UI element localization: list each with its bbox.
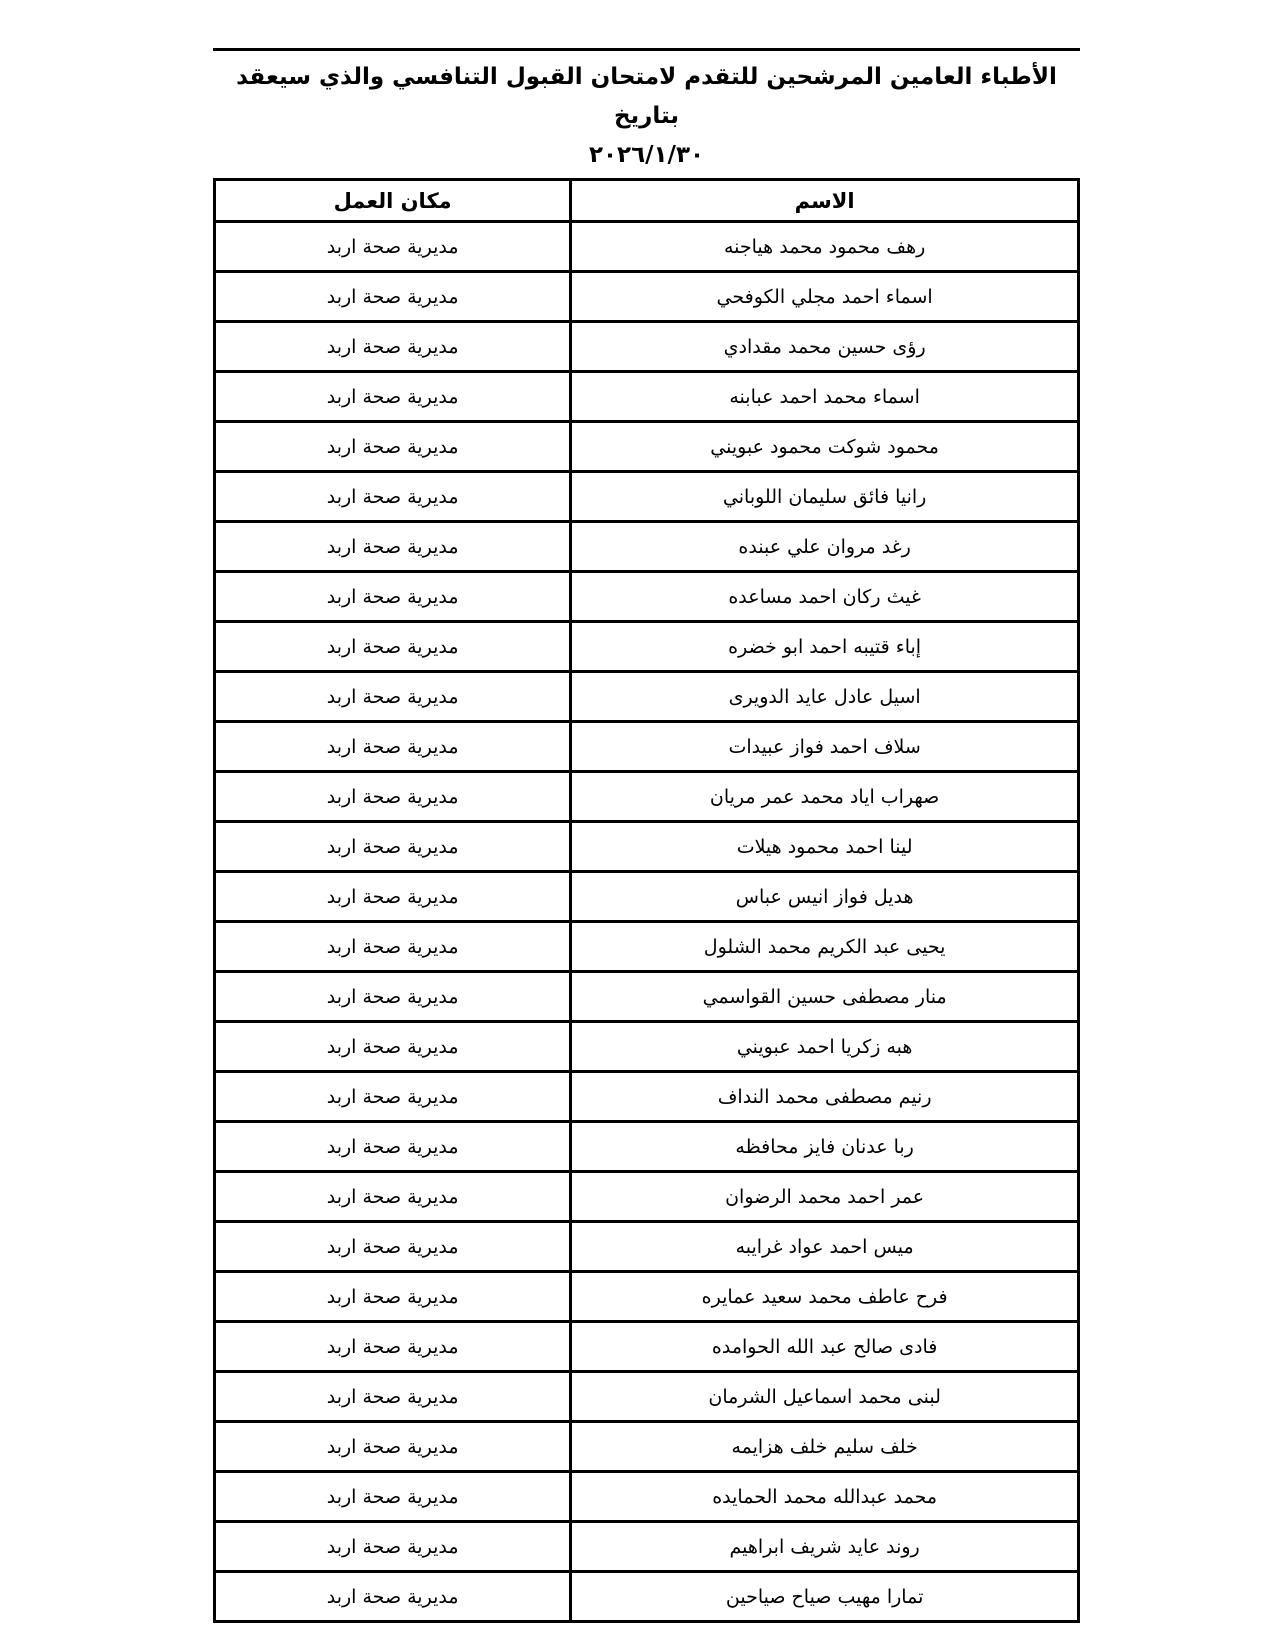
workplace-cell: مديرية صحة اربد [215, 1172, 571, 1222]
workplace-cell: مديرية صحة اربد [215, 1072, 571, 1122]
name-cell: تمارا مهيب صياح صياحين [571, 1572, 1079, 1622]
workplace-cell: مديرية صحة اربد [215, 1272, 571, 1322]
workplace-cell: مديرية صحة اربد [215, 422, 571, 472]
table-row [215, 1072, 1079, 1122]
workplace-cell: مديرية صحة اربد [215, 872, 571, 922]
table-row [215, 472, 1079, 522]
table-body [215, 222, 1079, 1622]
table-row [215, 672, 1079, 722]
table-row [215, 972, 1079, 1022]
workplace-cell: مديرية صحة اربد [215, 1372, 571, 1422]
table-row [215, 1122, 1079, 1172]
workplace-cell: مديرية صحة اربد [215, 222, 571, 272]
table-row [215, 1372, 1079, 1422]
workplace-cell: مديرية صحة اربد [215, 272, 571, 322]
name-cell: محمد عبدالله محمد الحمايده [571, 1472, 1079, 1522]
table-header-row [215, 180, 1079, 222]
page-title-text: الأطباء العامين المرشحين للتقدم لامتحان القبول التنافسي والذي سيعقد بتاريخ [236, 64, 1057, 129]
table-row [215, 922, 1079, 972]
name-cell: هديل فواز انيس عباس [571, 872, 1079, 922]
workplace-cell: مديرية صحة اربد [215, 572, 571, 622]
workplace-cell: مديرية صحة اربد [215, 1522, 571, 1572]
workplace-cell: مديرية صحة اربد [215, 622, 571, 672]
workplace-cell: مديرية صحة اربد [215, 472, 571, 522]
column-header-name: الاسم [571, 180, 1079, 222]
workplace-cell: مديرية صحة اربد [215, 322, 571, 372]
title-top-rule [213, 48, 1080, 51]
workplace-cell: مديرية صحة اربد [215, 672, 571, 722]
name-cell: روند عايد شريف ابراهيم [571, 1522, 1079, 1572]
table-row [215, 1172, 1079, 1222]
name-cell: غيث ركان احمد مساعده [571, 572, 1079, 622]
table-row [215, 372, 1079, 422]
table-row [215, 1422, 1079, 1472]
workplace-cell: مديرية صحة اربد [215, 1472, 571, 1522]
workplace-cell: مديرية صحة اربد [215, 1122, 571, 1172]
table-row [215, 1522, 1079, 1572]
name-cell: عمر احمد محمد الرضوان [571, 1172, 1079, 1222]
name-cell: سلاف احمد فواز عبيدات [571, 722, 1079, 772]
workplace-cell: مديرية صحة اربد [215, 972, 571, 1022]
name-cell: منار مصطفى حسين القواسمي [571, 972, 1079, 1022]
table-row [215, 1022, 1079, 1072]
name-cell: يحيى عبد الكريم محمد الشلول [571, 922, 1079, 972]
workplace-cell: مديرية صحة اربد [215, 1222, 571, 1272]
name-cell: هبه زكريا احمد عبويني [571, 1022, 1079, 1072]
table-row [215, 1572, 1079, 1622]
name-cell: ميس احمد عواد غرايبه [571, 1222, 1079, 1272]
candidates-table [213, 178, 1080, 1623]
name-cell: اسماء محمد احمد عبابنه [571, 372, 1079, 422]
workplace-cell: مديرية صحة اربد [215, 722, 571, 772]
column-header-workplace: مكان العمل [215, 180, 571, 222]
name-cell: رهف محمود محمد هياجنه [571, 222, 1079, 272]
workplace-cell: مديرية صحة اربد [215, 1022, 571, 1072]
name-cell: لينا احمد محمود هيلات [571, 822, 1079, 872]
workplace-cell: مديرية صحة اربد [215, 522, 571, 572]
table-row [215, 872, 1079, 922]
name-cell: فادى صالح عبد الله الحوامده [571, 1322, 1079, 1372]
workplace-cell: مديرية صحة اربد [215, 1572, 571, 1622]
table-row [215, 722, 1079, 772]
table-row [215, 622, 1079, 672]
workplace-cell: مديرية صحة اربد [215, 772, 571, 822]
table-row [215, 522, 1079, 572]
workplace-cell: مديرية صحة اربد [215, 372, 571, 422]
table-row [215, 822, 1079, 872]
name-cell: رانيا فائق سليمان اللوباني [571, 472, 1079, 522]
page-title-date: ٢٠٢٦/١/٣٠ [588, 142, 705, 168]
name-cell: اسيل عادل عايد الدويرى [571, 672, 1079, 722]
table-row [215, 572, 1079, 622]
table-row [215, 272, 1079, 322]
table-row [215, 1472, 1079, 1522]
table-row [215, 1222, 1079, 1272]
page-title [213, 58, 1080, 175]
workplace-cell: مديرية صحة اربد [215, 922, 571, 972]
table-row [215, 222, 1079, 272]
table-row [215, 422, 1079, 472]
name-cell: خلف سليم خلف هزايمه [571, 1422, 1079, 1472]
name-cell: رغد مروان علي عبنده [571, 522, 1079, 572]
workplace-cell: مديرية صحة اربد [215, 822, 571, 872]
name-cell: فرح عاطف محمد سعيد عمايره [571, 1272, 1079, 1322]
table-row [215, 772, 1079, 822]
table-row [215, 1272, 1079, 1322]
name-cell: محمود شوكت محمود عبويني [571, 422, 1079, 472]
table-row [215, 322, 1079, 372]
table-row [215, 1322, 1079, 1372]
name-cell: ربا عدنان فايز محافظه [571, 1122, 1079, 1172]
name-cell: اسماء احمد مجلي الكوفحي [571, 272, 1079, 322]
document-content [213, 0, 1080, 1623]
name-cell: صهراب اياد محمد عمر مريان [571, 772, 1079, 822]
name-cell: رؤى حسين محمد مقدادي [571, 322, 1079, 372]
table-header [215, 180, 1079, 222]
name-cell: رنيم مصطفى محمد النداف [571, 1072, 1079, 1122]
workplace-cell: مديرية صحة اربد [215, 1322, 571, 1372]
workplace-cell: مديرية صحة اربد [215, 1422, 571, 1472]
name-cell: لبنى محمد اسماعيل الشرمان [571, 1372, 1079, 1422]
name-cell: إباء قتيبه احمد ابو خضره [571, 622, 1079, 672]
